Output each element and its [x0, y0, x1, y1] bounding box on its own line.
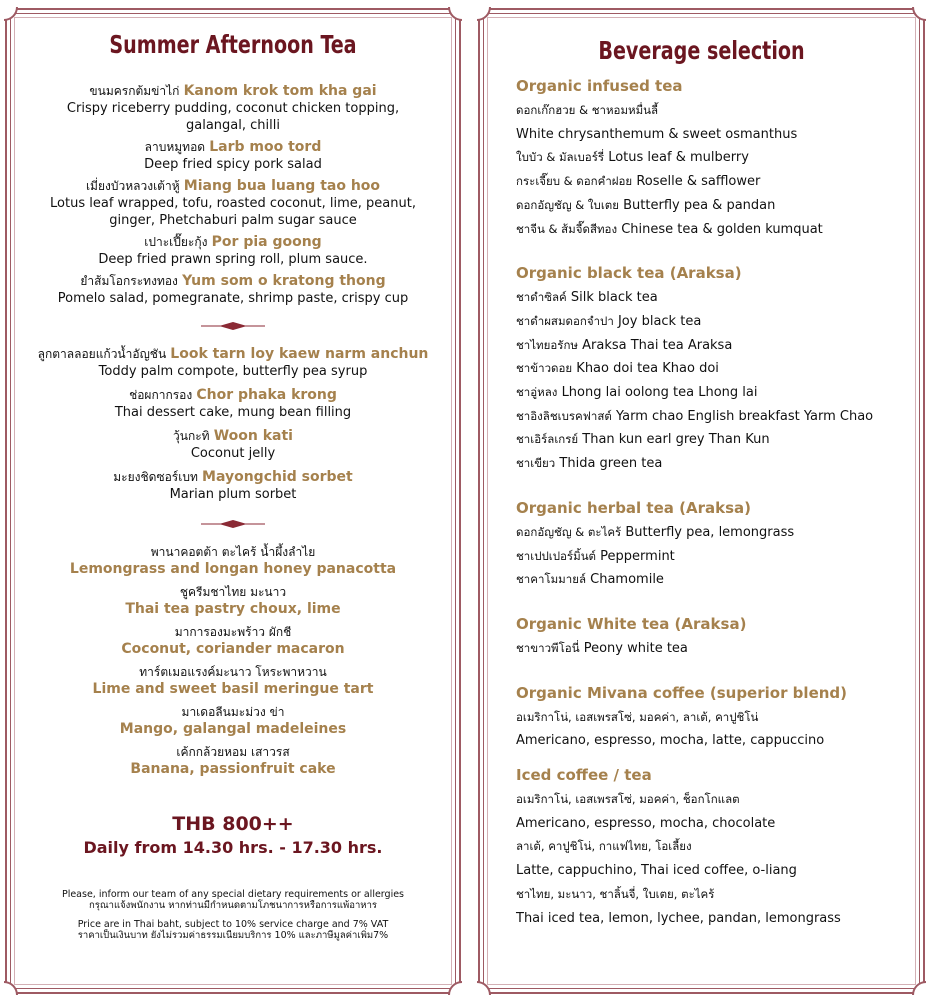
beverage-thai-name: ชาดำผสมดอกจำปา	[516, 313, 614, 328]
dish-thai-name: มาการองมะพร้าว ผักชี	[174, 625, 292, 639]
ornament-divider	[7, 520, 459, 528]
dietary-note	[7, 889, 459, 911]
beverage-name: Lotus leaf & mulberry	[608, 150, 749, 166]
beverage-section	[516, 263, 923, 476]
beverage-item	[516, 194, 923, 218]
beverage-section	[516, 765, 923, 930]
beverage-item	[516, 218, 923, 242]
beverage-item	[516, 405, 923, 429]
beverage-item	[516, 334, 923, 358]
beverage-item	[516, 637, 923, 661]
frame-corner	[912, 7, 926, 21]
dish-name: Banana, passionfruit cake	[130, 761, 336, 777]
dish-thai-name: มาเดอลีนมะม่วง ข่า	[181, 705, 285, 719]
beverage-name: Joy black tea	[617, 313, 702, 329]
beverage-name: White chrysanthemum & sweet osmanthus	[516, 126, 798, 142]
dish-name: Yum som o kratong thong	[182, 273, 386, 289]
afternoon-tea-menu-panel	[5, 8, 461, 994]
beverage-name: Butterfly pea & pandan	[623, 197, 776, 213]
price-note-th: ราคาเป็นเงินบาท ยังไม่รวมค่าธรรมเนียมบริการ 10% และภาษีมูลค่าเพิ่ม7%	[77, 930, 389, 941]
beverage-item	[516, 788, 923, 812]
menu-item	[7, 664, 459, 698]
menu-item	[7, 544, 459, 578]
beverage-thai-name: ชาขาวพีโอนี่	[516, 640, 580, 655]
dish-name: Kanom krok tom kha gai	[183, 83, 377, 99]
beverage-item	[516, 123, 923, 147]
dietary-note-th: กรุณาแจ้งพนักงาน หากท่านมีกำหนดตามโภชนาการหรือการแพ้อาหาร	[88, 900, 378, 911]
section-title: Organic herbal tea (Araksa)	[516, 498, 751, 517]
beverage-name: Lhong lai oolong tea Lhong lai	[561, 385, 758, 401]
beverage-name: Araksa Thai tea Araksa	[582, 337, 733, 353]
dish-name: Chor phaka krong	[196, 387, 337, 403]
beverage-section	[516, 614, 923, 661]
frame-corner	[477, 7, 491, 21]
beverage-thai-name: ลาเต้, คาปูชิโน่, กาแฟไทย, โอเลี้ยง	[516, 839, 692, 854]
dietary-note-en: Please, inform our team of any special dietary requirements or allergies	[61, 889, 405, 900]
beverage-section	[516, 498, 923, 592]
menu-item	[7, 704, 459, 738]
menu-item	[7, 428, 459, 462]
dish-name: Mango, galangal madeleines	[119, 721, 347, 737]
dish-thai-name: ทาร์ตเมอแรงค์มะนาว โหระพาหวาน	[139, 665, 327, 679]
dish-thai-name: เค้กกล้วยหอม เสาวรส	[176, 745, 290, 759]
dish-thai-name: เมี่ยงบัวหลวงเต้าหู้	[85, 179, 180, 193]
beverage-name: Peppermint	[600, 548, 675, 564]
beverage-item	[516, 310, 923, 334]
menu-item	[7, 83, 459, 134]
section-title: Organic Mivana coffee (superior blend)	[516, 683, 848, 702]
beverage-name: Chinese tea & golden kumquat	[621, 221, 823, 237]
beverage-thai-name: ชาเปปเปอร์มิ้นต์	[516, 548, 597, 563]
beverage-section	[516, 683, 923, 753]
beverage-item	[516, 706, 923, 730]
section-title: Organic White tea (Araksa)	[516, 614, 747, 633]
beverage-name: Silk black tea	[570, 290, 658, 306]
beverage-name: Latte, cappuchino, Thai iced coffee, o-liang	[516, 863, 797, 879]
dish-name: Coconut, coriander macaron	[121, 641, 345, 657]
beverage-item	[516, 545, 923, 569]
dish-name: Thai tea pastry choux, lime	[125, 601, 341, 617]
price-note-en: Price are in Thai baht, subject to 10% service charge and 7% VAT	[77, 919, 389, 930]
dish-description: Coconut jelly	[190, 446, 276, 461]
beverage-title: Beverage selection	[598, 36, 805, 65]
dish-description: Crispy riceberry pudding, coconut chicken topping,	[66, 101, 400, 116]
beverage-name: Americano, espresso, mocha, chocolate	[516, 815, 776, 831]
pastry-list	[7, 544, 459, 778]
price-note	[7, 919, 459, 941]
frame-corner	[912, 981, 926, 995]
beverage-item	[516, 286, 923, 310]
dish-thai-name: วุ้นกะทิ	[173, 429, 210, 443]
dish-description: Toddy palm compote, butterfly pea syrup	[98, 364, 368, 379]
dish-thai-name: พานาคอตต้า ตะไคร้ น้ำผึ้งลำไย	[150, 545, 316, 559]
menu-item	[7, 469, 459, 503]
beverage-thai-name: อเมริกาโน่, เอสเพรสโซ่, มอคค่า, ช็อกโกแลต	[516, 792, 740, 807]
beverage-item	[516, 729, 923, 753]
beverage-item	[516, 357, 923, 381]
frame-corner	[477, 981, 491, 995]
beverage-thai-name: ดอกอัญชัญ & ใบเตย	[516, 197, 619, 212]
beverage-item	[516, 812, 923, 836]
dish-thai-name: ขนมครกต้มข่าไก่	[89, 84, 180, 98]
beverage-thai-name: ดอกเก๊กฮวย & ชาหอมหมื่นลี้	[516, 103, 659, 117]
beverage-name: Peony white tea	[583, 640, 688, 656]
frame-corner	[448, 7, 462, 21]
menu-item	[7, 387, 459, 421]
beverage-thai-name: ชาเขียว	[516, 456, 556, 471]
menu-item	[7, 624, 459, 658]
beverage-name: Thai iced tea, lemon, lychee, pandan, lemongrass	[516, 910, 841, 926]
dish-name: Woon kati	[213, 428, 293, 444]
dish-description: ginger, Phetchaburi palm sugar sauce	[109, 213, 357, 228]
section-title: Organic black tea (Araksa)	[516, 264, 742, 283]
beverage-name: Butterfly pea, lemongrass	[625, 524, 795, 540]
menu-item	[7, 178, 459, 229]
beverage-thai-name: ชาดำซิลค์	[516, 290, 567, 305]
beverage-name: Yarm chao English breakfast Yarm Chao	[615, 408, 874, 424]
beverage-thai-name: ชาคาโมมายล์	[516, 572, 586, 587]
frame-corner	[4, 981, 18, 995]
menu-item	[7, 139, 459, 173]
beverage-thai-name: ใบบัว & มัลเบอร์รี่	[516, 150, 605, 165]
section-title: Organic infused tea	[516, 77, 683, 95]
dish-description: Deep fried spicy pork salad	[144, 157, 322, 172]
beverage-name: Khao doi tea Khao doi	[576, 361, 719, 377]
menu-item	[7, 584, 459, 618]
dish-description: Lotus leaf wrapped, tofu, roasted coconut, lime, peanut,	[50, 196, 416, 211]
dish-name: Por pia goong	[211, 234, 322, 250]
thai-dessert-list	[7, 346, 459, 503]
dish-name: Lime and sweet basil meringue tart	[92, 681, 374, 697]
menu-item	[7, 273, 459, 307]
menu-item	[7, 234, 459, 268]
beverage-section	[516, 76, 923, 241]
beverage-item	[516, 428, 923, 452]
menu-item	[7, 346, 459, 380]
afternoon-tea-title: Summer Afternoon Tea	[109, 30, 357, 59]
beverage-name: Americano, espresso, mocha, latte, cappuccino	[516, 733, 825, 749]
beverage-item	[516, 835, 923, 859]
beverage-item	[516, 170, 923, 194]
dish-description: Thai dessert cake, mung bean filling	[114, 405, 352, 420]
beverage-thai-name: อเมริกาโน่, เอสเพรสโซ่, มอคค่า, ลาเต้, คาปูชิโน่	[516, 709, 759, 724]
beverage-thai-name: ชาไทย, มะนาว, ชาลิ้นจี่, ใบเตย, ตะไคร้	[516, 886, 715, 901]
beverage-item	[516, 568, 923, 592]
beverage-thai-name: กระเจี๊ยบ & ดอกคำฝอย	[516, 174, 633, 189]
dish-description: Deep fried prawn spring roll, plum sauce.	[98, 252, 368, 267]
beverage-thai-name: ดอกอัญชัญ & ตะไคร้	[516, 524, 622, 539]
beverage-item	[516, 146, 923, 170]
dish-description: galangal, chilli	[186, 118, 280, 133]
frame-corner	[4, 7, 18, 21]
dish-thai-name: ช่อผกากรอง	[129, 388, 193, 402]
beverage-item	[516, 381, 923, 405]
beverage-item	[516, 452, 923, 476]
beverage-name: Than kun earl grey Than Kun	[582, 432, 770, 448]
beverage-thai-name: ชาเอิร์ลเกรย์	[516, 432, 579, 447]
beverage-name: Thida green tea	[559, 456, 663, 472]
beverage-thai-name: ชาจีน & ส้มจี๊ดสีทอง	[516, 221, 618, 236]
ornament-divider	[7, 322, 459, 330]
dish-thai-name: ยำส้มโอกระทงทอง	[80, 274, 178, 288]
dish-thai-name: ลูกตาลลอยแก้วน้ำอัญชัน	[37, 347, 167, 361]
savory-list	[7, 83, 459, 307]
frame-corner	[448, 981, 462, 995]
dish-name: Look tarn loy kaew narm anchun	[170, 346, 429, 362]
service-hours: Daily from 14.30 hrs. - 17.30 hrs.	[83, 838, 383, 857]
dish-description: Marian plum sorbet	[169, 487, 297, 502]
beverage-item	[516, 883, 923, 907]
beverage-thai-name: ชาอิงลิชเบรคฟาสต์	[516, 408, 612, 423]
beverage-name: Chamomile	[590, 572, 664, 588]
beverage-thai-name: ชาข้าวดอย	[516, 361, 573, 376]
beverage-thai-name: ชาอู่หลง	[516, 385, 558, 400]
menu-item	[7, 744, 459, 778]
beverage-thai-name: ชาไทยอรักษ	[516, 337, 578, 352]
dish-thai-name: ลาบหมูทอด	[144, 140, 206, 154]
dish-thai-name: มะยงชิดซอร์เบท	[113, 470, 198, 484]
beverage-name: Roselle & safflower	[636, 174, 761, 190]
dish-name: Lemongrass and longan honey panacotta	[69, 561, 397, 577]
section-title: Iced coffee / tea	[516, 766, 652, 785]
beverage-item	[516, 907, 923, 931]
dish-thai-name: ชูครีมชาไทย มะนาว	[179, 585, 287, 599]
beverage-item	[516, 99, 923, 123]
beverage-item	[516, 521, 923, 545]
price-label: THB 800++	[172, 813, 294, 835]
dish-description: Pomelo salad, pomegranate, shrimp paste, crispy cup	[57, 291, 409, 306]
dish-thai-name: เปาะเปี๊ยะกุ้ง	[144, 235, 208, 249]
dish-name: Mayongchid sorbet	[202, 469, 353, 485]
dish-name: Larb moo tord	[209, 139, 322, 155]
beverage-menu-panel	[478, 8, 925, 994]
beverage-item	[516, 859, 923, 883]
dish-name: Miang bua luang tao hoo	[183, 178, 381, 194]
